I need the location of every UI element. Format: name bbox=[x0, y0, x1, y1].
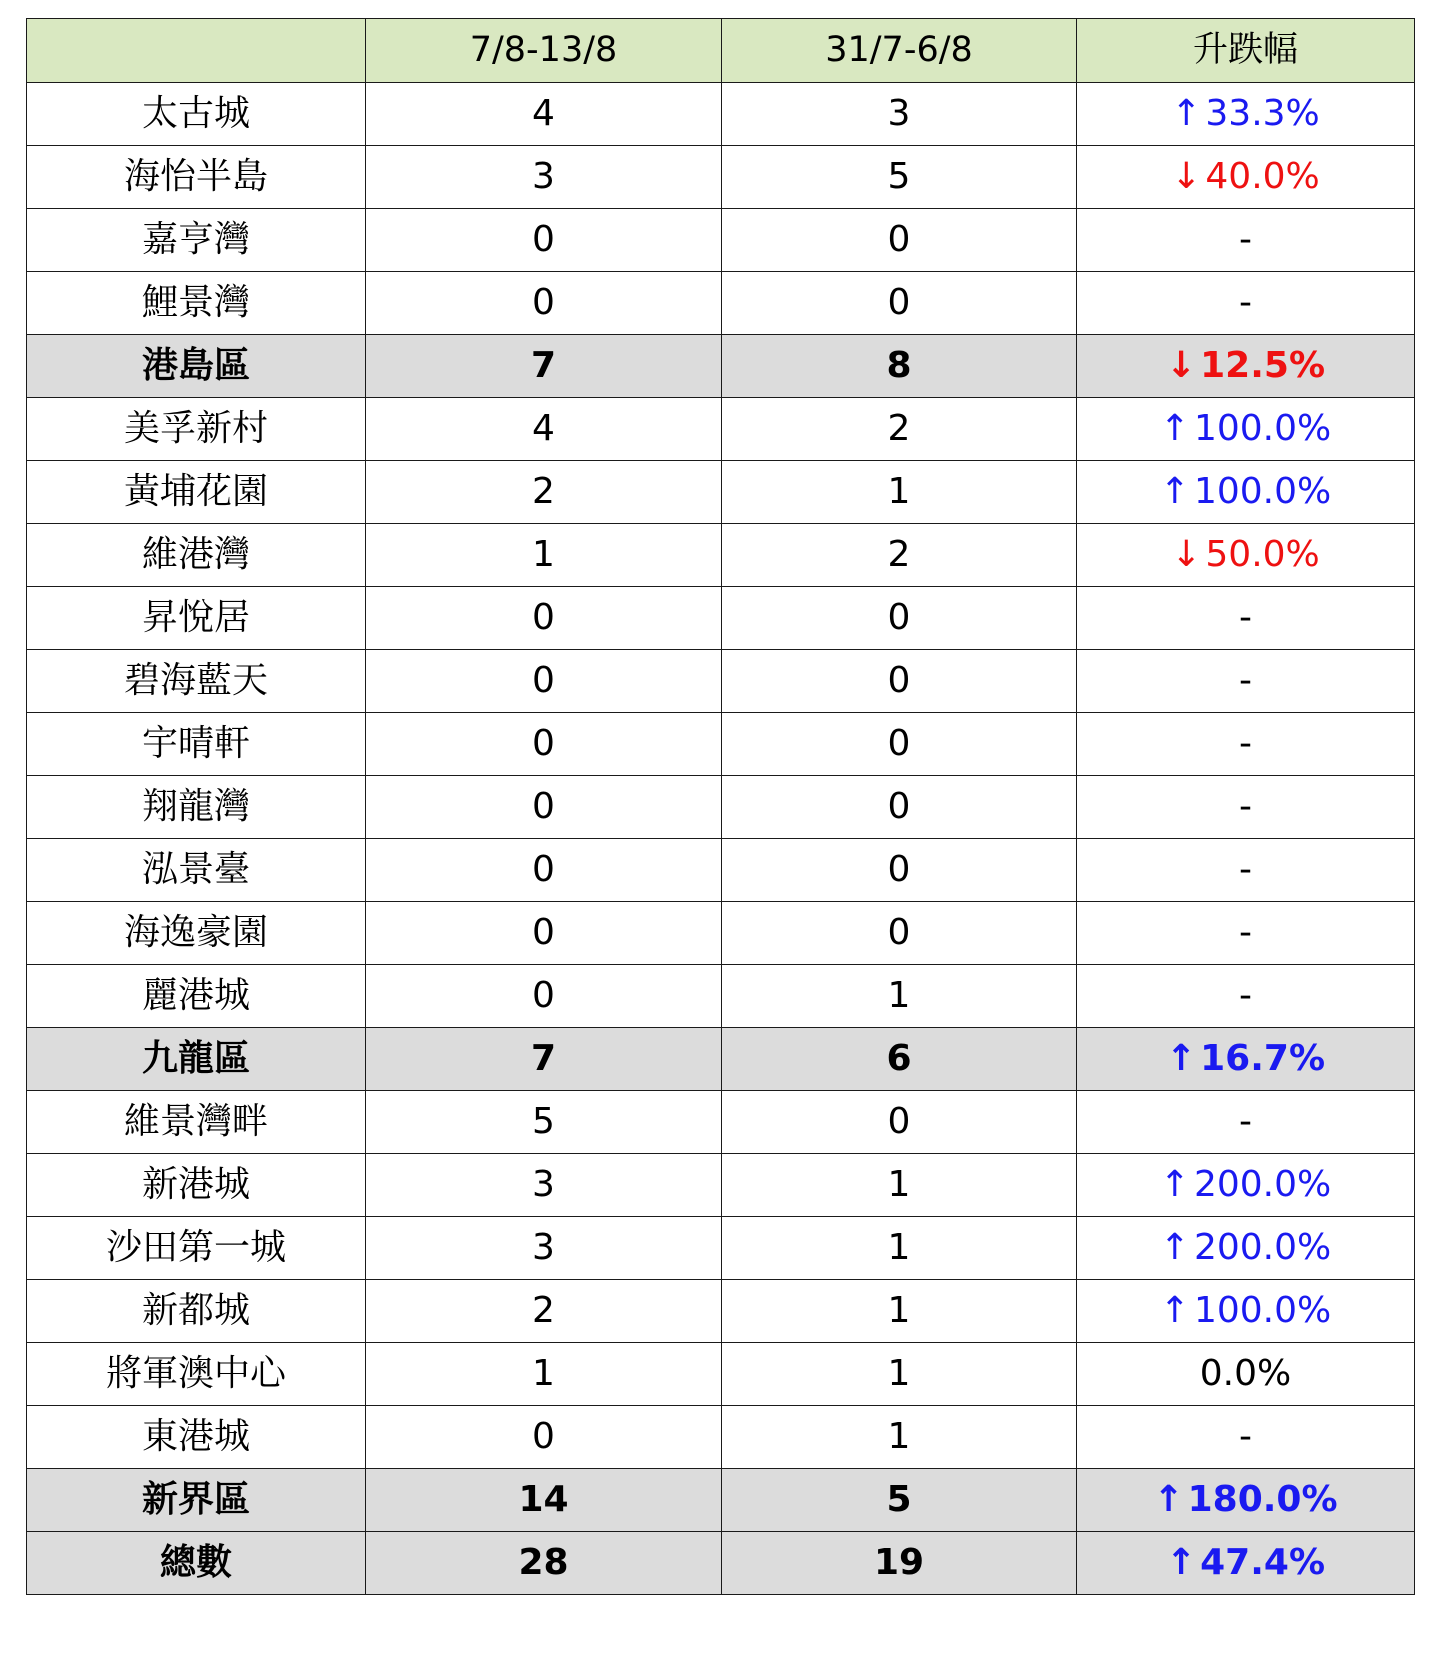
current-week-cell: 0 bbox=[366, 1406, 722, 1469]
previous-week-cell: 0 bbox=[722, 902, 1077, 965]
previous-week-cell: 0 bbox=[722, 839, 1077, 902]
estate-name-cell: 碧海藍天 bbox=[27, 650, 366, 713]
current-week-cell: 0 bbox=[366, 209, 722, 272]
previous-week-cell: 19 bbox=[722, 1532, 1077, 1595]
change-cell bbox=[1077, 1217, 1415, 1280]
table-row bbox=[27, 461, 1415, 524]
change-value: - bbox=[1239, 849, 1252, 890]
change-cell bbox=[1077, 1343, 1415, 1406]
table-row bbox=[27, 587, 1415, 650]
previous-week-cell: 0 bbox=[722, 1091, 1077, 1154]
change-value: 100.0% bbox=[1193, 408, 1332, 449]
current-week-cell: 7 bbox=[366, 335, 722, 398]
estate-name-cell: 嘉亨灣 bbox=[27, 209, 366, 272]
arrow-up-icon: ↑ bbox=[1159, 408, 1190, 449]
change-value: - bbox=[1239, 660, 1252, 701]
previous-week-cell: 0 bbox=[722, 272, 1077, 335]
change-value: 100.0% bbox=[1193, 1290, 1332, 1331]
previous-week-cell: 0 bbox=[722, 776, 1077, 839]
table-row bbox=[27, 1406, 1415, 1469]
previous-week-cell: 1 bbox=[722, 461, 1077, 524]
subtotal-row bbox=[27, 1532, 1415, 1595]
current-week-cell: 1 bbox=[366, 1343, 722, 1406]
estate-name-cell: 新都城 bbox=[27, 1280, 366, 1343]
current-week-cell: 0 bbox=[366, 902, 722, 965]
current-week-cell: 0 bbox=[366, 776, 722, 839]
estate-name-cell: 維景灣畔 bbox=[27, 1091, 366, 1154]
previous-week-cell: 0 bbox=[722, 650, 1077, 713]
change-value: 0.0% bbox=[1199, 1353, 1292, 1394]
current-week-cell: 5 bbox=[366, 1091, 722, 1154]
change-cell bbox=[1077, 713, 1415, 776]
change-value: 47.4% bbox=[1200, 1542, 1326, 1583]
estate-name-cell: 黃埔花園 bbox=[27, 461, 366, 524]
arrow-up-icon: ↑ bbox=[1159, 471, 1190, 512]
estate-name-cell: 宇晴軒 bbox=[27, 713, 366, 776]
estate-name-cell: 昇悅居 bbox=[27, 587, 366, 650]
current-week-cell: 14 bbox=[366, 1469, 722, 1532]
table-row bbox=[27, 1217, 1415, 1280]
change-cell bbox=[1077, 209, 1415, 272]
change-cell bbox=[1077, 1091, 1415, 1154]
estate-name-cell: 太古城 bbox=[27, 83, 366, 146]
table-row bbox=[27, 272, 1415, 335]
header-change: 升跌幅 bbox=[1077, 19, 1415, 83]
estate-name-cell: 新界區 bbox=[27, 1469, 366, 1532]
change-value: 180.0% bbox=[1187, 1479, 1338, 1520]
table-row bbox=[27, 524, 1415, 587]
subtotal-row bbox=[27, 1028, 1415, 1091]
change-cell bbox=[1077, 1406, 1415, 1469]
current-week-cell: 0 bbox=[366, 965, 722, 1028]
current-week-cell: 7 bbox=[366, 1028, 722, 1091]
change-cell bbox=[1077, 272, 1415, 335]
current-week-cell: 28 bbox=[366, 1532, 722, 1595]
previous-week-cell: 1 bbox=[722, 1406, 1077, 1469]
subtotal-row bbox=[27, 1469, 1415, 1532]
arrow-up-icon: ↑ bbox=[1159, 1227, 1190, 1268]
arrow-up-icon: ↑ bbox=[1165, 1038, 1197, 1079]
table-row bbox=[27, 965, 1415, 1028]
previous-week-cell: 6 bbox=[722, 1028, 1077, 1091]
change-cell bbox=[1077, 335, 1415, 398]
previous-week-cell: 1 bbox=[722, 965, 1077, 1028]
header-current-week: 7/8-13/8 bbox=[366, 19, 722, 83]
arrow-up-icon: ↑ bbox=[1159, 1290, 1190, 1331]
current-week-cell: 3 bbox=[366, 1217, 722, 1280]
current-week-cell: 0 bbox=[366, 272, 722, 335]
change-cell bbox=[1077, 902, 1415, 965]
change-value: - bbox=[1239, 912, 1252, 953]
previous-week-cell: 1 bbox=[722, 1280, 1077, 1343]
estate-name-cell: 新港城 bbox=[27, 1154, 366, 1217]
change-value: - bbox=[1239, 597, 1252, 638]
change-cell bbox=[1077, 776, 1415, 839]
change-cell bbox=[1077, 965, 1415, 1028]
subtotal-row bbox=[27, 335, 1415, 398]
change-cell bbox=[1077, 398, 1415, 461]
previous-week-cell: 1 bbox=[722, 1343, 1077, 1406]
change-value: - bbox=[1239, 975, 1252, 1016]
change-cell bbox=[1077, 83, 1415, 146]
previous-week-cell: 0 bbox=[722, 209, 1077, 272]
change-value: - bbox=[1239, 219, 1252, 260]
table-row bbox=[27, 1280, 1415, 1343]
change-value: 50.0% bbox=[1205, 534, 1320, 575]
arrow-up-icon: ↑ bbox=[1165, 1542, 1197, 1583]
previous-week-cell: 0 bbox=[722, 713, 1077, 776]
change-value: - bbox=[1239, 786, 1252, 827]
change-value: 12.5% bbox=[1200, 345, 1326, 386]
current-week-cell: 2 bbox=[366, 1280, 722, 1343]
current-week-cell: 3 bbox=[366, 146, 722, 209]
current-week-cell: 1 bbox=[366, 524, 722, 587]
table-row bbox=[27, 1343, 1415, 1406]
current-week-cell: 3 bbox=[366, 1154, 722, 1217]
previous-week-cell: 3 bbox=[722, 83, 1077, 146]
previous-week-cell: 5 bbox=[722, 1469, 1077, 1532]
table-row bbox=[27, 776, 1415, 839]
estate-name-cell: 港島區 bbox=[27, 335, 366, 398]
table-row bbox=[27, 1091, 1415, 1154]
previous-week-cell: 8 bbox=[722, 335, 1077, 398]
estate-name-cell: 泓景臺 bbox=[27, 839, 366, 902]
previous-week-cell: 0 bbox=[722, 587, 1077, 650]
table-row bbox=[27, 209, 1415, 272]
change-cell bbox=[1077, 146, 1415, 209]
change-cell bbox=[1077, 461, 1415, 524]
current-week-cell: 4 bbox=[366, 83, 722, 146]
change-value: 40.0% bbox=[1205, 156, 1320, 197]
change-cell bbox=[1077, 1154, 1415, 1217]
arrow-down-icon: ↓ bbox=[1171, 156, 1202, 197]
current-week-cell: 0 bbox=[366, 650, 722, 713]
table-row bbox=[27, 902, 1415, 965]
change-value: 16.7% bbox=[1200, 1038, 1326, 1079]
previous-week-cell: 1 bbox=[722, 1217, 1077, 1280]
estate-name-cell: 海怡半島 bbox=[27, 146, 366, 209]
estate-name-cell: 維港灣 bbox=[27, 524, 366, 587]
estate-name-cell: 美孚新村 bbox=[27, 398, 366, 461]
estate-name-cell: 海逸豪園 bbox=[27, 902, 366, 965]
estate-name-cell: 九龍區 bbox=[27, 1028, 366, 1091]
current-week-cell: 2 bbox=[366, 461, 722, 524]
change-cell bbox=[1077, 1469, 1415, 1532]
table-row bbox=[27, 146, 1415, 209]
change-cell bbox=[1077, 1532, 1415, 1595]
table-row bbox=[27, 650, 1415, 713]
table-row bbox=[27, 398, 1415, 461]
change-value: 100.0% bbox=[1193, 471, 1332, 512]
change-cell bbox=[1077, 650, 1415, 713]
arrow-up-icon: ↑ bbox=[1159, 1164, 1190, 1205]
change-cell bbox=[1077, 1028, 1415, 1091]
table-body bbox=[27, 83, 1415, 1595]
header-previous-week: 31/7-6/8 bbox=[722, 19, 1077, 83]
estate-name-cell: 翔龍灣 bbox=[27, 776, 366, 839]
estate-name-cell: 總數 bbox=[27, 1532, 366, 1595]
change-cell bbox=[1077, 587, 1415, 650]
estate-name-cell: 鯉景灣 bbox=[27, 272, 366, 335]
arrow-down-icon: ↓ bbox=[1165, 345, 1197, 386]
change-value: - bbox=[1239, 1416, 1252, 1457]
change-value: 200.0% bbox=[1193, 1227, 1332, 1268]
estate-name-cell: 麗港城 bbox=[27, 965, 366, 1028]
previous-week-cell: 1 bbox=[722, 1154, 1077, 1217]
arrow-up-icon: ↑ bbox=[1171, 93, 1202, 134]
change-cell bbox=[1077, 1280, 1415, 1343]
current-week-cell: 4 bbox=[366, 398, 722, 461]
header-estate bbox=[27, 19, 366, 83]
change-cell bbox=[1077, 524, 1415, 587]
arrow-up-icon: ↑ bbox=[1153, 1479, 1184, 1520]
arrow-down-icon: ↓ bbox=[1171, 534, 1202, 575]
header-row bbox=[27, 19, 1415, 83]
current-week-cell: 0 bbox=[366, 839, 722, 902]
current-week-cell: 0 bbox=[366, 587, 722, 650]
previous-week-cell: 2 bbox=[722, 398, 1077, 461]
table-row bbox=[27, 1154, 1415, 1217]
table-row bbox=[27, 839, 1415, 902]
table-row bbox=[27, 83, 1415, 146]
change-value: - bbox=[1239, 723, 1252, 764]
previous-week-cell: 5 bbox=[722, 146, 1077, 209]
table-row bbox=[27, 713, 1415, 776]
change-value: 200.0% bbox=[1193, 1164, 1332, 1205]
transaction-table bbox=[26, 18, 1415, 1595]
estate-name-cell: 沙田第一城 bbox=[27, 1217, 366, 1280]
current-week-cell: 0 bbox=[366, 713, 722, 776]
change-value: - bbox=[1239, 1101, 1252, 1142]
change-value: - bbox=[1239, 282, 1252, 323]
estate-name-cell: 東港城 bbox=[27, 1406, 366, 1469]
change-value: 33.3% bbox=[1205, 93, 1320, 134]
estate-name-cell: 將軍澳中心 bbox=[27, 1343, 366, 1406]
change-cell bbox=[1077, 839, 1415, 902]
previous-week-cell: 2 bbox=[722, 524, 1077, 587]
